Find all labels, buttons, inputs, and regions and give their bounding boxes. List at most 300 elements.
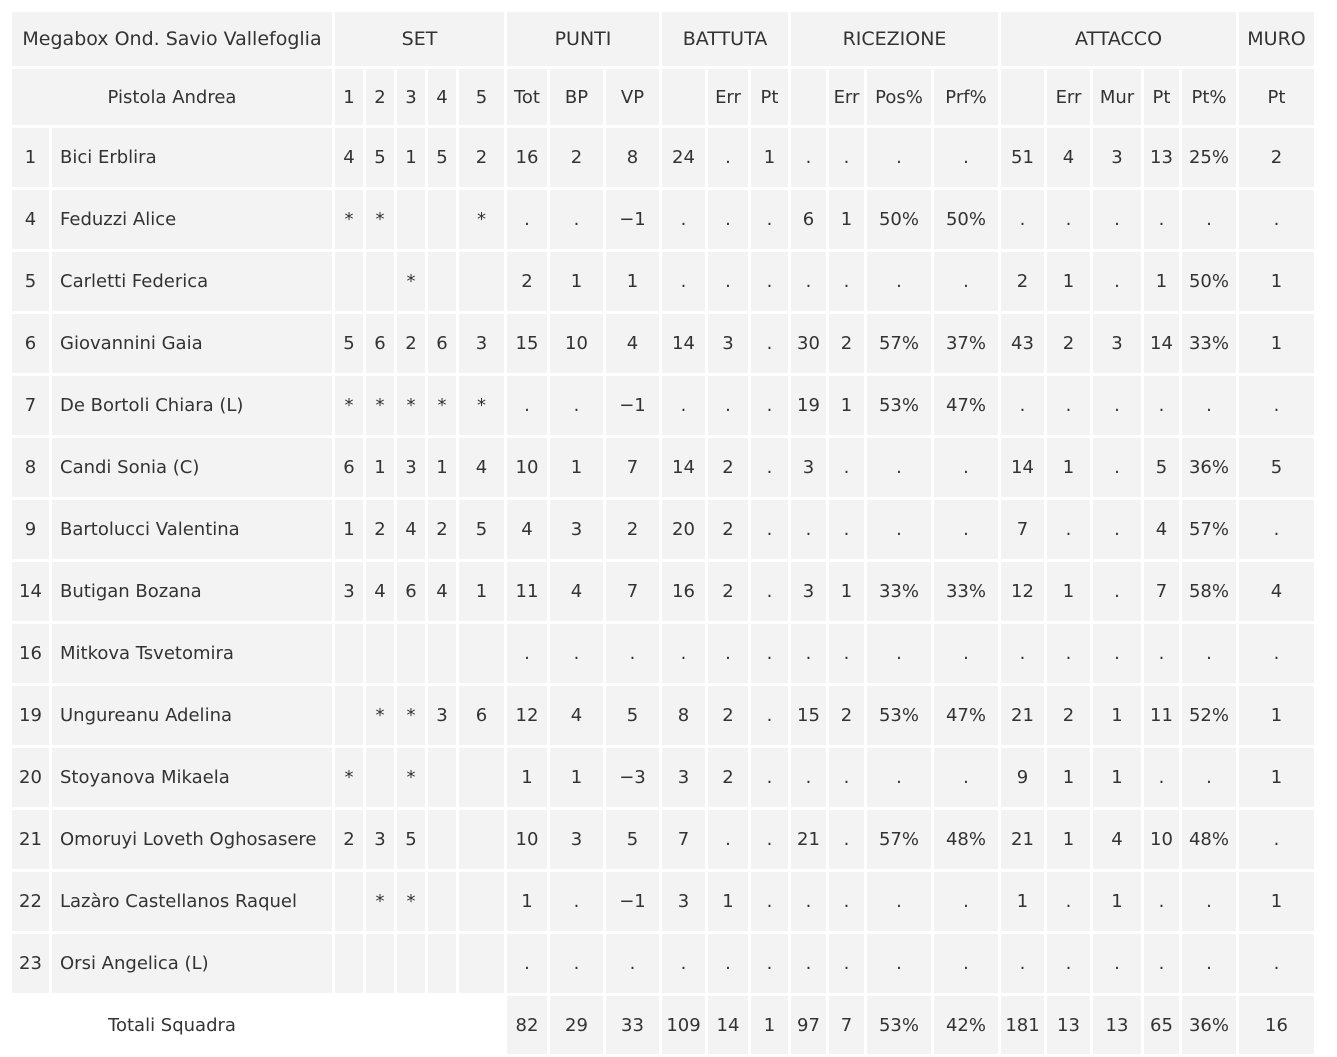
- stat-cell: 10: [1144, 810, 1179, 869]
- table-row: [12, 562, 1314, 621]
- stat-cell: 1: [550, 748, 603, 807]
- stat-cell: .: [1182, 376, 1236, 435]
- stat-cell: 5: [1239, 438, 1314, 497]
- stat-cell: 2: [428, 500, 456, 559]
- stat-cell: .: [791, 748, 826, 807]
- table-row: [12, 934, 1314, 993]
- stat-cell: 2: [708, 748, 748, 807]
- stat-cell: 3: [791, 438, 826, 497]
- stat-cell: 3: [335, 562, 363, 621]
- stat-cell: 47%: [934, 376, 998, 435]
- total-cell: 1: [751, 996, 788, 1054]
- column-header: 1: [335, 69, 363, 125]
- stat-cell: 51: [1001, 128, 1044, 187]
- stat-cell: *: [397, 872, 425, 931]
- stat-cell: .: [751, 624, 788, 683]
- stat-cell: 7: [1001, 500, 1044, 559]
- stat-cell: 8: [662, 686, 705, 745]
- stat-cell: 5: [428, 128, 456, 187]
- stat-cell: .: [550, 190, 603, 249]
- stat-cell: [459, 624, 504, 683]
- sub-header-row: [12, 69, 1314, 125]
- table-row: [12, 314, 1314, 373]
- stat-cell: 57%: [867, 810, 931, 869]
- table-row: [12, 810, 1314, 869]
- stat-cell: 1: [1239, 314, 1314, 373]
- stat-cell: 1: [1239, 686, 1314, 745]
- stat-cell: .: [1001, 934, 1044, 993]
- stat-cell: .: [1047, 934, 1090, 993]
- player-number: 1: [12, 128, 49, 187]
- stat-cell: 50%: [867, 190, 931, 249]
- stat-cell: [366, 252, 394, 311]
- stat-cell: [428, 872, 456, 931]
- player-number: 23: [12, 934, 49, 993]
- stat-cell: 1: [459, 562, 504, 621]
- stat-cell: 1: [1144, 252, 1179, 311]
- stat-cell: 1: [751, 128, 788, 187]
- stat-cell: 1: [1239, 748, 1314, 807]
- stat-cell: .: [1239, 190, 1314, 249]
- stat-cell: .: [791, 500, 826, 559]
- stat-cell: 14: [1001, 438, 1044, 497]
- stat-cell: 4: [1093, 810, 1141, 869]
- stat-cell: 30: [791, 314, 826, 373]
- player-name: Mitkova Tsvetomira: [52, 624, 332, 683]
- stat-cell: 3: [791, 562, 826, 621]
- total-cell: 36%: [1182, 996, 1236, 1054]
- stat-cell: .: [867, 128, 931, 187]
- stat-cell: 1: [1047, 810, 1090, 869]
- stat-cell: 4: [397, 500, 425, 559]
- column-header: Err: [1047, 69, 1090, 125]
- stat-cell: 2: [366, 500, 394, 559]
- stat-cell: *: [397, 252, 425, 311]
- column-header: Pt: [751, 69, 788, 125]
- stat-cell: 1: [550, 438, 603, 497]
- stat-cell: .: [1093, 934, 1141, 993]
- stat-cell: *: [366, 190, 394, 249]
- stat-cell: 21: [791, 810, 826, 869]
- stat-cell: .: [1144, 624, 1179, 683]
- stat-cell: 3: [550, 500, 603, 559]
- table-row: [12, 872, 1314, 931]
- table-row: [12, 500, 1314, 559]
- stat-cell: 7: [606, 562, 659, 621]
- stat-cell: *: [366, 376, 394, 435]
- stat-cell: 24: [662, 128, 705, 187]
- stat-cell: .: [1182, 190, 1236, 249]
- stat-cell: 6: [397, 562, 425, 621]
- stat-cell: 2: [708, 562, 748, 621]
- group-header-battuta: BATTUTA: [662, 12, 788, 66]
- stat-cell: 2: [335, 810, 363, 869]
- stat-cell: 14: [1144, 314, 1179, 373]
- stat-cell: .: [867, 748, 931, 807]
- stats-table-container: [12, 12, 1314, 1054]
- stat-cell: 57%: [1182, 500, 1236, 559]
- stat-cell: 3: [366, 810, 394, 869]
- stat-cell: [366, 748, 394, 807]
- player-name: Omoruyi Loveth Oghosasere: [52, 810, 332, 869]
- stat-cell: −1: [606, 190, 659, 249]
- group-header-punti: PUNTI: [507, 12, 659, 66]
- total-cell: 7: [829, 996, 864, 1054]
- total-cell: 65: [1144, 996, 1179, 1054]
- total-cell: 13: [1093, 996, 1141, 1054]
- stat-cell: .: [934, 872, 998, 931]
- stat-cell: .: [1093, 624, 1141, 683]
- stat-cell: 14: [662, 438, 705, 497]
- player-number: 22: [12, 872, 49, 931]
- stat-cell: .: [1182, 934, 1236, 993]
- stat-cell: 1: [1047, 562, 1090, 621]
- stat-cell: 1: [507, 872, 547, 931]
- column-header: Pos%: [867, 69, 931, 125]
- stat-cell: .: [867, 252, 931, 311]
- stat-cell: 57%: [867, 314, 931, 373]
- stat-cell: .: [1001, 376, 1044, 435]
- stat-cell: .: [1093, 500, 1141, 559]
- stat-cell: *: [459, 376, 504, 435]
- stat-cell: −3: [606, 748, 659, 807]
- stat-cell: .: [606, 934, 659, 993]
- stat-cell: 1: [1093, 748, 1141, 807]
- stat-cell: 1: [550, 252, 603, 311]
- stat-cell: .: [1047, 624, 1090, 683]
- stat-cell: 33%: [867, 562, 931, 621]
- stat-cell: .: [751, 872, 788, 931]
- stat-cell: 16: [662, 562, 705, 621]
- stat-cell: .: [1182, 624, 1236, 683]
- stat-cell: 2: [708, 438, 748, 497]
- stat-cell: 10: [507, 810, 547, 869]
- stat-cell: .: [829, 438, 864, 497]
- stat-cell: .: [867, 624, 931, 683]
- player-name: Orsi Angelica (L): [52, 934, 332, 993]
- stat-cell: 3: [662, 872, 705, 931]
- stat-cell: .: [829, 500, 864, 559]
- stat-cell: 1: [1093, 686, 1141, 745]
- stat-cell: .: [934, 252, 998, 311]
- stat-cell: .: [751, 686, 788, 745]
- stat-cell: .: [791, 934, 826, 993]
- stat-cell: 6: [366, 314, 394, 373]
- total-cell: 181: [1001, 996, 1044, 1054]
- stat-cell: 7: [662, 810, 705, 869]
- stat-cell: .: [1239, 934, 1314, 993]
- player-name: Butigan Bozana: [52, 562, 332, 621]
- stat-cell: *: [335, 190, 363, 249]
- stat-cell: .: [867, 934, 931, 993]
- stat-cell: 2: [1239, 128, 1314, 187]
- stat-cell: .: [751, 314, 788, 373]
- stat-cell: 4: [1144, 500, 1179, 559]
- total-cell: 29: [550, 996, 603, 1054]
- stat-cell: *: [459, 190, 504, 249]
- stat-cell: 48%: [1182, 810, 1236, 869]
- stat-cell: .: [1047, 500, 1090, 559]
- stat-cell: 53%: [867, 686, 931, 745]
- stat-cell: .: [791, 128, 826, 187]
- stat-cell: *: [397, 686, 425, 745]
- player-number: 5: [12, 252, 49, 311]
- stat-cell: 10: [550, 314, 603, 373]
- stat-cell: [428, 624, 456, 683]
- table-row: [12, 376, 1314, 435]
- stat-cell: 1: [1239, 252, 1314, 311]
- player-number: 21: [12, 810, 49, 869]
- player-name: Giovannini Gaia: [52, 314, 332, 373]
- column-header: Prf%: [934, 69, 998, 125]
- stat-cell: 50%: [934, 190, 998, 249]
- stat-cell: 3: [397, 438, 425, 497]
- totals-label: Totali Squadra: [12, 996, 332, 1054]
- stat-cell: 7: [1144, 562, 1179, 621]
- column-header: 4: [428, 69, 456, 125]
- stat-cell: 7: [606, 438, 659, 497]
- player-name: Bartolucci Valentina: [52, 500, 332, 559]
- stat-cell: 16: [507, 128, 547, 187]
- stat-cell: 50%: [1182, 252, 1236, 311]
- stat-cell: 5: [1144, 438, 1179, 497]
- player-name: Candi Sonia (C): [52, 438, 332, 497]
- stat-cell: [428, 934, 456, 993]
- column-header: Err: [829, 69, 864, 125]
- stat-cell: 13: [1144, 128, 1179, 187]
- stat-cell: .: [708, 252, 748, 311]
- stat-cell: .: [1093, 438, 1141, 497]
- stat-cell: .: [606, 624, 659, 683]
- stat-cell: .: [662, 624, 705, 683]
- stat-cell: .: [1239, 624, 1314, 683]
- stat-cell: 11: [507, 562, 547, 621]
- column-header: 2: [366, 69, 394, 125]
- stat-cell: 4: [428, 562, 456, 621]
- total-cell: 42%: [934, 996, 998, 1054]
- column-header: Err: [708, 69, 748, 125]
- stat-cell: .: [1144, 872, 1179, 931]
- stat-cell: 5: [606, 686, 659, 745]
- stat-cell: .: [1047, 376, 1090, 435]
- player-stats-table: [9, 9, 1317, 1057]
- stat-cell: 5: [397, 810, 425, 869]
- stat-cell: *: [397, 376, 425, 435]
- stat-cell: 3: [428, 686, 456, 745]
- stat-cell: 2: [507, 252, 547, 311]
- stat-cell: 48%: [934, 810, 998, 869]
- stat-cell: 1: [1239, 872, 1314, 931]
- table-row: [12, 252, 1314, 311]
- player-number: 20: [12, 748, 49, 807]
- column-header: [791, 69, 826, 125]
- stat-cell: 1: [606, 252, 659, 311]
- stat-cell: .: [751, 252, 788, 311]
- stat-cell: .: [829, 934, 864, 993]
- player-number: 7: [12, 376, 49, 435]
- stat-cell: 4: [550, 686, 603, 745]
- stat-cell: .: [550, 872, 603, 931]
- stat-cell: .: [507, 376, 547, 435]
- stat-cell: *: [335, 748, 363, 807]
- stat-cell: .: [708, 190, 748, 249]
- stat-cell: .: [662, 934, 705, 993]
- stat-cell: .: [751, 438, 788, 497]
- stat-cell: 36%: [1182, 438, 1236, 497]
- stat-cell: [397, 624, 425, 683]
- stat-cell: [459, 872, 504, 931]
- stat-cell: 3: [1093, 128, 1141, 187]
- stat-cell: .: [751, 934, 788, 993]
- stat-cell: 4: [335, 128, 363, 187]
- stat-cell: 2: [459, 128, 504, 187]
- stat-cell: 1: [708, 872, 748, 931]
- player-name: De Bortoli Chiara (L): [52, 376, 332, 435]
- team-name: Megabox Ond. Savio Vallefoglia: [12, 12, 332, 66]
- stat-cell: 1: [829, 190, 864, 249]
- player-name: Carletti Federica: [52, 252, 332, 311]
- stat-cell: .: [751, 376, 788, 435]
- stat-cell: 33%: [934, 562, 998, 621]
- stat-cell: 11: [1144, 686, 1179, 745]
- player-number: 19: [12, 686, 49, 745]
- player-number: 4: [12, 190, 49, 249]
- stat-cell: 3: [459, 314, 504, 373]
- stat-cell: 5: [335, 314, 363, 373]
- table-row: [12, 190, 1314, 249]
- stat-cell: 4: [507, 500, 547, 559]
- column-header: VP: [606, 69, 659, 125]
- stat-cell: 1: [507, 748, 547, 807]
- stat-cell: [397, 190, 425, 249]
- stat-cell: 2: [708, 686, 748, 745]
- stat-cell: [335, 872, 363, 931]
- stat-cell: .: [1144, 748, 1179, 807]
- stat-cell: 53%: [867, 376, 931, 435]
- total-cell: 16: [1239, 996, 1314, 1054]
- stat-cell: [366, 934, 394, 993]
- stat-cell: .: [829, 748, 864, 807]
- stat-cell: 4: [606, 314, 659, 373]
- player-name: Bici Erblira: [52, 128, 332, 187]
- stat-cell: 2: [1001, 252, 1044, 311]
- stat-cell: 4: [1239, 562, 1314, 621]
- stat-cell: .: [934, 624, 998, 683]
- stat-cell: [335, 934, 363, 993]
- stat-cell: 6: [335, 438, 363, 497]
- stat-cell: 47%: [934, 686, 998, 745]
- stat-cell: 43: [1001, 314, 1044, 373]
- stat-cell: .: [1239, 500, 1314, 559]
- player-number: 14: [12, 562, 49, 621]
- stat-cell: [335, 686, 363, 745]
- player-number: 8: [12, 438, 49, 497]
- stat-cell: *: [428, 376, 456, 435]
- stat-cell: .: [1093, 190, 1141, 249]
- stat-cell: .: [662, 252, 705, 311]
- stat-cell: 2: [397, 314, 425, 373]
- stat-cell: .: [550, 934, 603, 993]
- stat-cell: −1: [606, 872, 659, 931]
- stat-cell: .: [934, 748, 998, 807]
- table-row: [12, 748, 1314, 807]
- stat-cell: 3: [662, 748, 705, 807]
- stat-cell: 20: [662, 500, 705, 559]
- stat-cell: .: [867, 500, 931, 559]
- stat-cell: .: [550, 376, 603, 435]
- stat-cell: .: [1047, 872, 1090, 931]
- stat-cell: .: [791, 624, 826, 683]
- stat-cell: .: [934, 934, 998, 993]
- stat-cell: .: [708, 376, 748, 435]
- stat-cell: .: [1047, 190, 1090, 249]
- table-row: [12, 438, 1314, 497]
- group-header-attacco: ATTACCO: [1001, 12, 1236, 66]
- stat-cell: .: [1182, 748, 1236, 807]
- group-header-muro: MURO: [1239, 12, 1314, 66]
- stat-cell: .: [507, 190, 547, 249]
- stat-cell: .: [662, 190, 705, 249]
- stat-cell: .: [829, 872, 864, 931]
- stat-cell: 3: [708, 314, 748, 373]
- stat-cell: .: [751, 190, 788, 249]
- stat-cell: 12: [507, 686, 547, 745]
- stat-cell: 4: [459, 438, 504, 497]
- stat-cell: .: [1144, 376, 1179, 435]
- stat-cell: .: [708, 624, 748, 683]
- stat-cell: 37%: [934, 314, 998, 373]
- stat-cell: 4: [366, 562, 394, 621]
- stat-cell: 10: [507, 438, 547, 497]
- column-header: Mur: [1093, 69, 1141, 125]
- stat-cell: 5: [606, 810, 659, 869]
- stat-cell: .: [1182, 872, 1236, 931]
- coach-name: Pistola Andrea: [12, 69, 332, 125]
- table-row: [12, 624, 1314, 683]
- stat-cell: *: [335, 376, 363, 435]
- table-row: [12, 686, 1314, 745]
- stat-cell: 6: [428, 314, 456, 373]
- stat-cell: 2: [606, 500, 659, 559]
- group-header-ricezione: RICEZIONE: [791, 12, 998, 66]
- stat-cell: .: [507, 624, 547, 683]
- stat-cell: .: [829, 810, 864, 869]
- column-header: 3: [397, 69, 425, 125]
- stat-cell: .: [751, 500, 788, 559]
- stat-cell: [459, 748, 504, 807]
- stat-cell: .: [934, 128, 998, 187]
- stat-cell: .: [829, 252, 864, 311]
- stat-cell: 1: [1047, 438, 1090, 497]
- stat-cell: 1: [1093, 872, 1141, 931]
- stat-cell: [428, 252, 456, 311]
- column-header: Pt: [1239, 69, 1314, 125]
- stat-cell: 15: [791, 686, 826, 745]
- stat-cell: 15: [507, 314, 547, 373]
- player-name: Ungureanu Adelina: [52, 686, 332, 745]
- stat-cell: 1: [829, 562, 864, 621]
- stat-cell: 1: [829, 376, 864, 435]
- group-header-row: [12, 12, 1314, 66]
- player-number: 9: [12, 500, 49, 559]
- stat-cell: *: [366, 686, 394, 745]
- stat-cell: 1: [1001, 872, 1044, 931]
- stat-cell: .: [934, 500, 998, 559]
- stat-cell: .: [1093, 562, 1141, 621]
- player-name: Lazàro Castellanos Raquel: [52, 872, 332, 931]
- stat-cell: .: [791, 872, 826, 931]
- stat-cell: [428, 190, 456, 249]
